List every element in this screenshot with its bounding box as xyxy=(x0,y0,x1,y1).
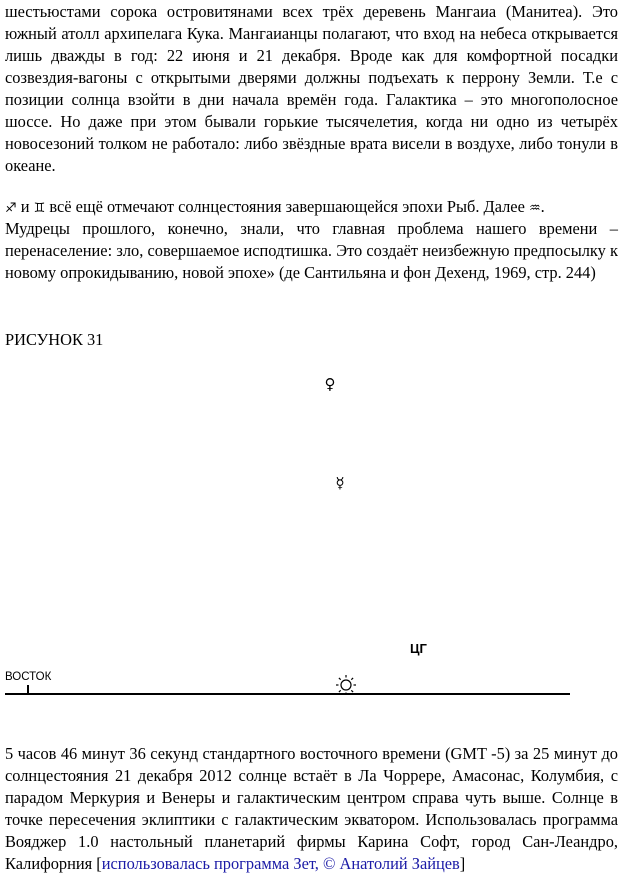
paragraph-sages: Мудрецы прошлого, конечно, знали, что главная проблема нашего времени – перенаселение: зло, совершаемое исподтишка. Это создаёт неизбежную предпосылку к новому опрокидыванию, новой эпохе» (де Сантильяна и фон Дехенд, 1969, стр. 244) xyxy=(5,219,618,282)
paragraph-solstice-signs xyxy=(5,196,618,220)
galactic-center-label: ЦГ xyxy=(410,641,427,656)
paragraph-solstice-text: всё ещё отмечают солнцестояния завершающейся эпохи Рыб. Далее xyxy=(45,197,529,216)
bracket-close: ] xyxy=(459,854,466,873)
description-text: 5 часов 46 минут 36 секунд стандартного восточного времени (GMT -5) за 25 минут до солнцестояния 21 декабря 2012 солнце встаёт в Ла Чоррере, Амасонас, Колумбия, с парадом Меркурия и Венеры и галактическим центром справа чуть выше. Солнце в точке пересечения эклиптики с галактическим экватором. Использовалась программа Вояджер 1.0 настольный планетарий фирмы Карина Софт, город Сан-Леандро, Калифорния xyxy=(5,744,618,873)
paragraph-mangaia: шестьюстами сорока островитянами всех трёх деревень Мангаиа (Манитеа). Это южный атолл архипелага Кука. Мангаианцы полагают, что вход на небеса открывается лишь дважды в год: 22 июня и 21 декабря. Вроде как для комфортной посадки созвездия-вагоны с открытыми дверями должны подъехать к перрону Земли. Т.е с позиции солнца взойти в дни начала времён года. Галактика – это многополосное шоссе. Но даже при этом бывали горькие тысячелетия, когда ни одно из четырёх новосезоний толком не работало: либо звёздные врата висели в воздухе, либо тонули в океане. xyxy=(5,2,618,175)
mercury-icon: ☿ xyxy=(335,474,345,492)
figure-caption: РИСУНОК 31 xyxy=(5,330,104,349)
sun-icon xyxy=(336,675,356,695)
paragraph-solstice-and: и xyxy=(16,197,34,216)
paragraph-solstice-end: . xyxy=(540,197,545,216)
sky-figure xyxy=(0,360,620,720)
east-label: ВОСТОК xyxy=(5,671,52,683)
attribution-link[interactable]: использовалась программа Зет, © Анатолий Зайцев xyxy=(101,854,460,873)
aquarius-icon: ♒ xyxy=(528,201,541,216)
gemini-icon: ♊ xyxy=(33,201,46,216)
paragraph-figure-description xyxy=(5,743,618,875)
sagittarius-icon: ♐ xyxy=(5,201,17,216)
venus-icon: ♀ xyxy=(324,375,336,393)
bracket-open: [ xyxy=(96,854,102,873)
